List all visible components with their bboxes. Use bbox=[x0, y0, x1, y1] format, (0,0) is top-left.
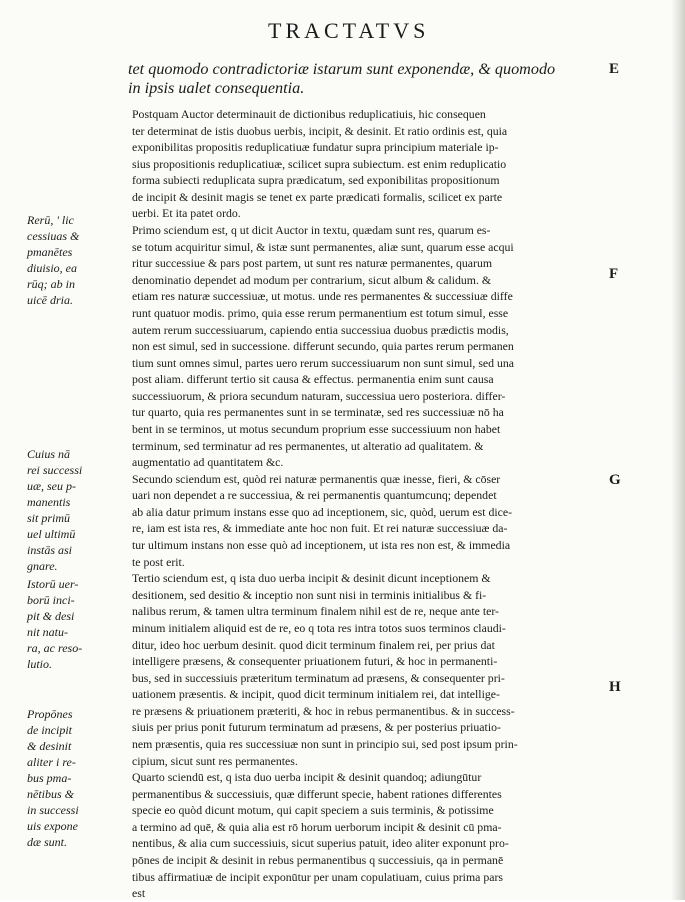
text-line: ab alia datur primum instans esse quo ad inceptionem, sic, quòd, uerum est dice- bbox=[132, 504, 513, 519]
section-letter-f: F bbox=[609, 266, 619, 282]
text-line: te post erit. bbox=[132, 554, 185, 569]
text-line: nalibus rerum, & tamen ultra terminum finalem nihil est de re, neque ante ter- bbox=[132, 604, 499, 619]
margin-note-cuius bbox=[27, 446, 127, 574]
margin-note-line: diuisio, ea bbox=[27, 261, 77, 275]
text-line: tur ultimum instans non esse quò ad inceptionem, ut ista res non est, & immedia bbox=[132, 538, 511, 553]
margin-note-line: pit & desi bbox=[27, 609, 75, 623]
margin-note-rerum bbox=[27, 212, 127, 308]
margin-note-line: uæ, seu p- bbox=[27, 479, 76, 493]
margin-note-proponens bbox=[27, 706, 127, 850]
text-line: cipium, sicut sunt res permanentes. bbox=[132, 753, 298, 768]
text-line: nentibus, & alia cum successiuis, sicut superius patuit, ideo aliter exponunt pro- bbox=[132, 836, 509, 851]
text-line: Tertio sciendum est, q ista duo uerba incipit & desinit dicunt inceptionem & bbox=[132, 571, 491, 586]
text-line: Quarto sciendū est, q ista duo uerba incipit & desinit quandoq; adiungūtur bbox=[132, 770, 482, 785]
text-line: ritur successiue & pars post partem, ut sunt res naturæ permanentes, quarum bbox=[132, 256, 493, 271]
page-edge bbox=[671, 0, 685, 900]
text-line: specie eo quòd dicunt motum, qui capit speciem a suis terminis, & potissime bbox=[132, 803, 494, 818]
text-line: exponibilitas propositis reduplicatiuæ fundatur supra principium materiale ip- bbox=[132, 140, 499, 155]
text-line: Secundo sciendum est, quòd rei naturæ permanentis quæ inesse, fieri, & cōser bbox=[132, 471, 501, 486]
margin-note-line: Cuius nā bbox=[27, 447, 71, 461]
margin-note-line: rūq; ab in bbox=[27, 277, 75, 291]
margin-note-line: lutio. bbox=[27, 657, 53, 671]
text-line: siuis per prius ponit futurum terminatum ad præsens, & per posterius priuatio- bbox=[132, 720, 501, 735]
margin-note-line: Rerū, ' lic bbox=[27, 213, 74, 227]
margin-note-line: aliter i re- bbox=[27, 755, 76, 769]
text-line: intelligere præsens, & consequenter priuationem futuri, & hoc in permanenti- bbox=[132, 654, 498, 669]
text-line: Primo sciendum est, q ut dicit Auctor in textu, quædam sunt res, quarum es- bbox=[132, 223, 491, 238]
text-line: tium sunt omnes simul, partes uero rerum successiuarum non sunt simul, sed una bbox=[132, 355, 515, 370]
margin-note-line: instās asi bbox=[27, 543, 73, 557]
margin-note-line: nētibus & bbox=[27, 787, 74, 801]
text-line: desitionem, sed desitio & inceptio non sunt nisi in terminis initialibus & fi- bbox=[132, 587, 487, 602]
margin-note-line: in successi bbox=[27, 803, 79, 817]
margin-note-line: pmanētes bbox=[27, 245, 73, 259]
text-line: est bbox=[132, 886, 146, 901]
text-line: re, iam est ista res, & immediate ante hoc non fuit. Et rei naturæ successiuæ da- bbox=[132, 521, 508, 536]
margin-note-line: & desinit bbox=[27, 739, 72, 753]
text-line: augmentatio ad quantitatem &c. bbox=[132, 455, 284, 470]
text-line: minum initialem aliquid est de re, eo q tota res intra totos suos terminos claudi- bbox=[132, 620, 506, 635]
text-line: forma subiecti reduplicata supra prædicatum, sed exponibilitas propositionum bbox=[132, 173, 500, 188]
section-letter-h: H bbox=[609, 679, 621, 695]
margin-note-line: borū inci- bbox=[27, 593, 75, 607]
margin-note-line: Propōnes bbox=[27, 707, 73, 721]
text-line: nem præsentis, quia res successiuæ non sunt in principio sui, sed post ipsum prin- bbox=[132, 736, 518, 751]
text-line: se totum acquiritur simul, & istæ sunt permanentes, aliæ sunt, quarum esse acqui bbox=[132, 239, 514, 254]
text-line: Postquam Auctor determinauit de dictionibus reduplicatiuis, hic consequen bbox=[132, 107, 486, 121]
text-line: autem rerum successiuarum, capiendo entia successiua duobus prædictis modis, bbox=[132, 322, 509, 337]
text-line: uerbi. Et ita patet ordo. bbox=[132, 206, 241, 221]
margin-note-line: sit primū bbox=[27, 511, 71, 525]
text-line: sius propositionis reduplicatiuæ, scilicet supra subiectum. est enim reduplicatio bbox=[132, 156, 507, 171]
section-letter-g: G bbox=[609, 472, 621, 488]
margin-note-line: nit natu- bbox=[27, 625, 68, 639]
text-line: denominatio dependet ad modum per contrarium, sicut album & calidum. & bbox=[132, 272, 492, 287]
text-line: a termino ad quē, & quia alia est rō horum uerborum incipit & desinit cū pma- bbox=[132, 819, 502, 834]
text-line: ditur, ideo hoc uerbum desinit. quod dicit terminum finalem rei, per prius dat bbox=[132, 637, 495, 652]
margin-note-line: uicē dria. bbox=[27, 293, 73, 307]
margin-note-line: manentis bbox=[27, 495, 71, 509]
margin-note-line: dæ sunt. bbox=[27, 835, 68, 849]
margin-note-istorum bbox=[27, 576, 127, 672]
main-text bbox=[132, 106, 612, 902]
margin-note-line: de incipit bbox=[27, 723, 72, 737]
text-line: terminum, sed terminatur ad res permanentes, ut alteratio ad qualitatem. & bbox=[132, 438, 484, 453]
text-line: tibus affirmatiuæ de incipit exponūtur per unam copulatiuam, cuius prima pars bbox=[132, 869, 503, 884]
text-line: permanentibus & successiuis, quæ differunt specie, habent rationes differentes bbox=[132, 786, 502, 801]
text-line: post aliam. differunt tertio sit causa & effectus. permanentia enim sunt causa bbox=[132, 372, 494, 387]
text-line: uari non dependet a re successiua, & rei permanentis quantumcunq; dependet bbox=[132, 488, 497, 503]
text-line: etiam res naturæ successiuæ, ut motus. unde res permanentes & successiuæ diffe bbox=[132, 289, 513, 304]
chapter-intro bbox=[128, 60, 608, 98]
margin-note-line: uel ultimū bbox=[27, 527, 76, 541]
intro-line: in ipsis ualet consequentia. bbox=[128, 79, 305, 97]
text-line: ter determinat de istis duobus uerbis, incipit, & desinit. Et ratio ordinis est, quia bbox=[132, 123, 508, 138]
text-line: de incipit & desinit magis se tenet ex parte prædicati formalis, scilicet ex parte bbox=[132, 189, 503, 204]
running-head: TRACTATVS bbox=[268, 18, 430, 43]
margin-note-line: gnare. bbox=[27, 559, 58, 573]
text-line: bus, sed in successiuis præteritum terminatum ad præsens, & consequenter pri- bbox=[132, 670, 505, 685]
text-line: successiuorum, & priora secundum naturam, successiua uero posteriora. differ- bbox=[132, 388, 506, 403]
text-line: runt quatuor modis. primo, quia esse rerum permanentium est totum simul, esse bbox=[132, 305, 509, 320]
text-line: bent in se terminos, ut motus secundum proprium esse successiuum non habet bbox=[132, 421, 501, 436]
text-line: pōnes de incipit & desinit in rebus permanentibus q successiuis, qa in permanē bbox=[132, 853, 504, 868]
text-line: re præsens & priuationem præteriti, & hoc in rebus permanentibus. & in success- bbox=[132, 703, 515, 718]
margin-note-line: Istorū uer- bbox=[27, 577, 79, 591]
text-line: non est simul, sed in successione. differunt secundo, quia partes rerum permanen bbox=[132, 339, 514, 354]
text-line: tur quarto, quia res permanentes sunt in se terminatæ, sed res successiuæ nō ha bbox=[132, 405, 504, 420]
margin-note-line: bus pma- bbox=[27, 771, 72, 785]
margin-note-line: rei successi bbox=[27, 463, 83, 477]
margin-note-line: uis expone bbox=[27, 819, 78, 833]
section-letter-e: E bbox=[609, 61, 620, 77]
margin-note-line: cessiuas & bbox=[27, 229, 80, 243]
text-line: uationem præsentis. & incipit, quod dicit terminum initialem rei, dat intellige- bbox=[132, 687, 500, 702]
margin-note-line: ra, ac reso- bbox=[27, 641, 83, 655]
intro-line: tet quomodo contradictoriæ istarum sunt exponendæ, & quomodo bbox=[128, 60, 556, 78]
